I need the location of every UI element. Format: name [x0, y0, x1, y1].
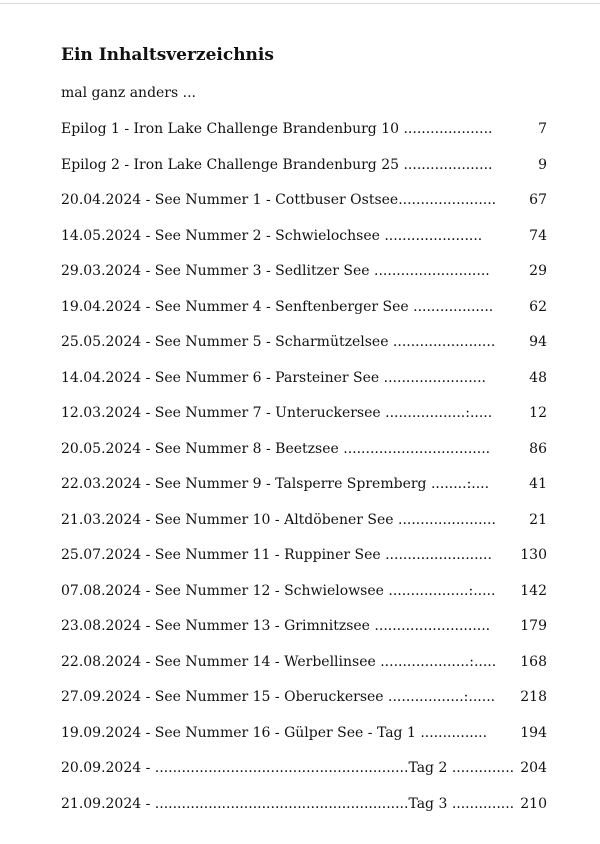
toc-page-number: 62: [529, 298, 547, 315]
toc-page-number: 67: [529, 192, 547, 208]
toc-entry: [61, 402, 551, 438]
toc-entry-text: Epilog 2 - Iron Lake Challenge Brandenburg 25 ....................: [61, 156, 493, 173]
toc-page-number: 41: [529, 476, 547, 492]
toc-entry: [61, 544, 551, 580]
toc-entry: [61, 793, 551, 829]
toc-entry: [61, 225, 551, 261]
toc-page-number: 7: [538, 121, 547, 137]
toc-entry: [61, 651, 551, 687]
toc-page-number: 29: [529, 263, 547, 279]
toc-entry-text: 19.04.2024 - See Nummer 4 - Senftenberger See ..................: [61, 298, 494, 315]
toc-page-number: 9: [538, 156, 547, 173]
toc-page-number: 204: [520, 760, 547, 776]
toc-page-number: 210: [520, 795, 547, 812]
toc-page-number: 94: [529, 334, 547, 350]
page-title: Ein Inhaltsverzeichnis: [61, 45, 274, 65]
toc-entry-text: 21.09.2024 - .........................................................Tag 3 ..............: [61, 795, 515, 812]
toc-page-number: 48: [529, 369, 547, 386]
toc-page-number: 74: [529, 227, 547, 244]
toc-entry-text: 27.09.2024 - See Nummer 15 - Oberuckersee .................:......: [61, 689, 496, 705]
toc-entry-text: 12.03.2024 - See Nummer 7 - Unteruckersee ..................:.....: [61, 405, 493, 421]
toc-entry: [61, 686, 551, 722]
toc-page-number: 168: [520, 653, 547, 670]
toc-entry: [61, 260, 551, 296]
toc-page-number: 12: [529, 405, 547, 421]
toc-entry: [61, 580, 551, 616]
toc-entry: [61, 473, 551, 509]
toc-entry-text: 14.04.2024 - See Nummer 6 - Parsteiner See .......................: [61, 369, 486, 386]
toc-entry-text: 25.05.2024 - See Nummer 5 - Scharmützelsee .......................: [61, 334, 496, 350]
toc-entry: [61, 615, 551, 651]
toc-page-number: 218: [520, 689, 547, 705]
toc-entry-text: 22.03.2024 - See Nummer 9 - Talsperre Spremberg ........:....: [61, 476, 490, 492]
toc-entry: [61, 438, 551, 474]
toc-page-number: 130: [520, 547, 547, 563]
toc-entry-text: 29.03.2024 - See Nummer 3 - Sedlitzer See ..........................: [61, 263, 490, 279]
toc-page-number: 194: [520, 724, 547, 741]
toc-entry-text: 20.09.2024 - .........................................................Tag 2 ..............: [61, 760, 515, 776]
toc-entry-text: 07.08.2024 - See Nummer 12 - Schwielowsee ..................:.....: [61, 582, 496, 599]
toc-page-number: 179: [520, 618, 547, 634]
top-divider: [0, 3, 600, 4]
toc-entry-text: 25.07.2024 - See Nummer 11 - Ruppiner See ........................: [61, 547, 492, 563]
toc-entry: [61, 722, 551, 758]
page-subtitle: mal ganz anders ...: [61, 85, 196, 101]
toc-entry: [61, 331, 551, 367]
toc-entry: [61, 757, 551, 793]
toc-entry-text: 21.03.2024 - See Nummer 10 - Altdöbener See ......................: [61, 511, 496, 528]
toc-entry: [61, 367, 551, 403]
toc-entry: [61, 118, 551, 154]
toc-page-number: 21: [529, 511, 547, 528]
toc-entry: [61, 154, 551, 190]
table-of-contents: [61, 118, 551, 828]
toc-entry-text: 19.09.2024 - See Nummer 16 - Gülper See - Tag 1 ...............: [61, 724, 488, 741]
toc-entry-text: 14.05.2024 - See Nummer 2 - Schwielochsee ......................: [61, 227, 483, 244]
toc-entry-text: 22.08.2024 - See Nummer 14 - Werbellinsee ....................:.....: [61, 653, 497, 670]
toc-entry: [61, 296, 551, 332]
toc-page-number: 86: [529, 440, 547, 457]
toc-entry-text: 20.05.2024 - See Nummer 8 - Beetzsee .................................: [61, 440, 491, 457]
toc-page-number: 142: [520, 582, 547, 599]
toc-entry-text: 23.08.2024 - See Nummer 13 - Grimnitzsee ..........................: [61, 618, 491, 634]
toc-entry-text: 20.04.2024 - See Nummer 1 - Cottbuser Ostsee......................: [61, 192, 497, 208]
toc-entry: [61, 509, 551, 545]
toc-entry-text: Epilog 1 - Iron Lake Challenge Brandenburg 10 ....................: [61, 121, 493, 137]
toc-entry: [61, 189, 551, 225]
